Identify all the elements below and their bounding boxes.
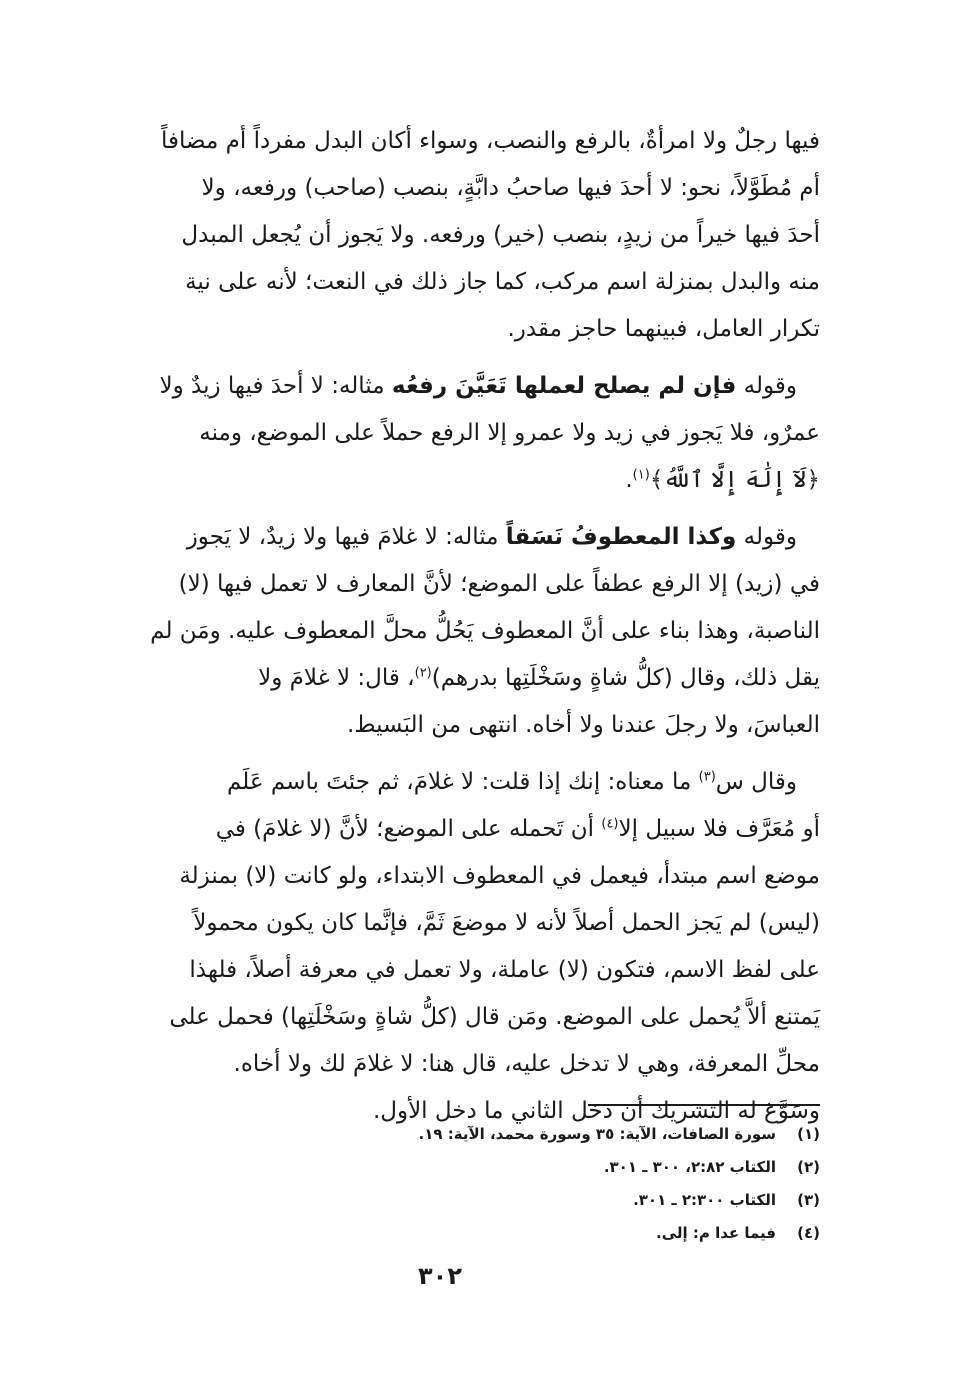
lead-continuation: مثاله: لا غلامَ فيها ولا زيدٌ، لا يَجوز [186, 524, 506, 550]
page-number: ٣٠٢ [418, 1262, 462, 1290]
paragraph-1 [80, 118, 820, 353]
footnote-text: سورة الصافات، الآية: ٣٥ وسورة محمد، الآية: ١٩. [418, 1125, 776, 1143]
footnote-item [320, 1118, 820, 1151]
text-line [80, 363, 820, 410]
bold-phrase: وكذا المعطوفُ نَسَقاً [505, 524, 737, 550]
footnote-number: (٢) [797, 1158, 820, 1176]
footnote-item [320, 1217, 820, 1250]
text-line: أحدَ فيها خيراً من زيدٍ، بنصب (خير) ورفعه. ولا يَجوز أن يُجعل المبدل [181, 222, 820, 248]
text-line: فيها رجلٌ ولا امرأةٌ، بالرفع والنصب، وسواء أكان البدل مفرداً أم مضافاً [161, 128, 820, 154]
footnote-marker[interactable]: (١) [632, 467, 650, 483]
footnote-number: (٣) [797, 1191, 820, 1209]
text-line [80, 806, 820, 853]
footnotes [320, 1118, 820, 1250]
footnote-item [320, 1151, 820, 1184]
text-segment: يقل ذلك، وقال (كلُّ شاةٍ وسَخْلَتِها بدرهم) [431, 665, 820, 691]
footnote-marker[interactable]: (٢) [414, 665, 432, 681]
sentence-end: . [625, 467, 633, 493]
quran-verse: ﴿لَآ إِلَٰهَ إِلَّا ٱللَّهُ﴾ [649, 467, 820, 493]
footnote-text: الكتاب ٢:٨٢، ٣٠٠ ـ ٣٠١. [603, 1158, 776, 1176]
text-line: (ليس) لم يَجز الحمل أصلاً لأنه لا موضعَ ثَمَّ، فإنَّما كان يكون محمولاً [193, 910, 820, 936]
footnote-marker[interactable]: (٣) [698, 769, 716, 785]
bold-phrase: فإن لم يصلح لعملها تَعَيَّنَ رفعُه [391, 373, 737, 399]
text-line: في (زيد) إلا الرفع عطفاً على الموضع؛ لأنَّ المعارف لا تعمل فيها (لا) [178, 571, 820, 597]
page-body [80, 118, 820, 1145]
text-line: وسَوَّغ له التشريك أن دخل الثاني ما دخل الأول. [372, 1098, 820, 1124]
text-line: الناصبة، وهذا بناء على أنَّ المعطوف يَحُلُّ محلَّ المعطوف عليه. ومَن لم [150, 618, 820, 644]
footnote-number: (٤) [797, 1224, 820, 1242]
footnote-divider [588, 1104, 820, 1106]
text-segment: أو مُعَرَّف فلا سبيل إلا [618, 816, 820, 842]
lead-text: وقوله [736, 524, 797, 550]
text-line: العباسَ، ولا رجلَ عندنا ولا أخاه. انتهى من البَسيط. [346, 712, 820, 738]
text-line: تكرار العامل، فبينهما حاجز مقدر. [507, 316, 820, 342]
text-line: منه والبدل بمنزلة اسم مركب، كما جاز ذلك في النعت؛ لأنه على نية [185, 269, 820, 295]
footnote-text: الكتاب ٢:٣٠٠ ـ ٣٠١. [633, 1191, 776, 1209]
footnote-marker[interactable]: (٤) [601, 816, 619, 832]
text-segment: وقال س [715, 769, 797, 795]
text-segment: ما معناه: إنك إذا قلت: لا غلامَ، ثم جئتَ باسم عَلَم [226, 769, 699, 795]
text-line [80, 759, 820, 806]
text-line: على لفظ الاسم، فتكون (لا) عاملة، ولا تعمل في معرفة أصلاً، فلهذا [189, 957, 820, 983]
text-line: يَمتنع ألاَّ يُحمل على الموضع. ومَن قال (كلُّ شاةٍ وسَخْلَتِها) فحمل على [169, 1004, 820, 1030]
text-line: موضع اسم مبتدأ، فيعمل في المعطوف الابتداء، ولو كانت (لا) بمنزلة [179, 863, 820, 889]
text-segment: ، قال: لا غلامَ ولا [258, 665, 415, 691]
footnote-number: (١) [797, 1125, 820, 1143]
text-line [80, 457, 820, 504]
footnote-item [320, 1184, 820, 1217]
text-line [80, 655, 820, 702]
text-segment: أن تَحمله على الموضع؛ لأنَّ (لا غلامَ) في [215, 816, 602, 842]
footnote-text: فيما عدا م: إلى. [656, 1224, 776, 1242]
lead-continuation: مثاله: لا أحدَ فيها زيدٌ ولا [159, 373, 392, 399]
paragraph-4 [80, 759, 820, 1135]
text-line: أم مُطَوَّلاً، نحو: لا أحدَ فيها صاحبُ دابَّةٍ، بنصب (صاحب) ورفعه، ولا [201, 175, 820, 201]
text-line [80, 514, 820, 561]
paragraph-2 [80, 363, 820, 504]
text-line: عمرٌو، فلا يَجوز في زيد ولا عمرو إلا الرفع حملاً على الموضع، ومنه [199, 420, 820, 446]
text-line: محلِّ المعرفة، وهي لا تدخل عليه، قال هنا: لا غلامَ لك ولا أخاه. [233, 1051, 820, 1077]
paragraph-3 [80, 514, 820, 749]
lead-text: وقوله [736, 373, 797, 399]
